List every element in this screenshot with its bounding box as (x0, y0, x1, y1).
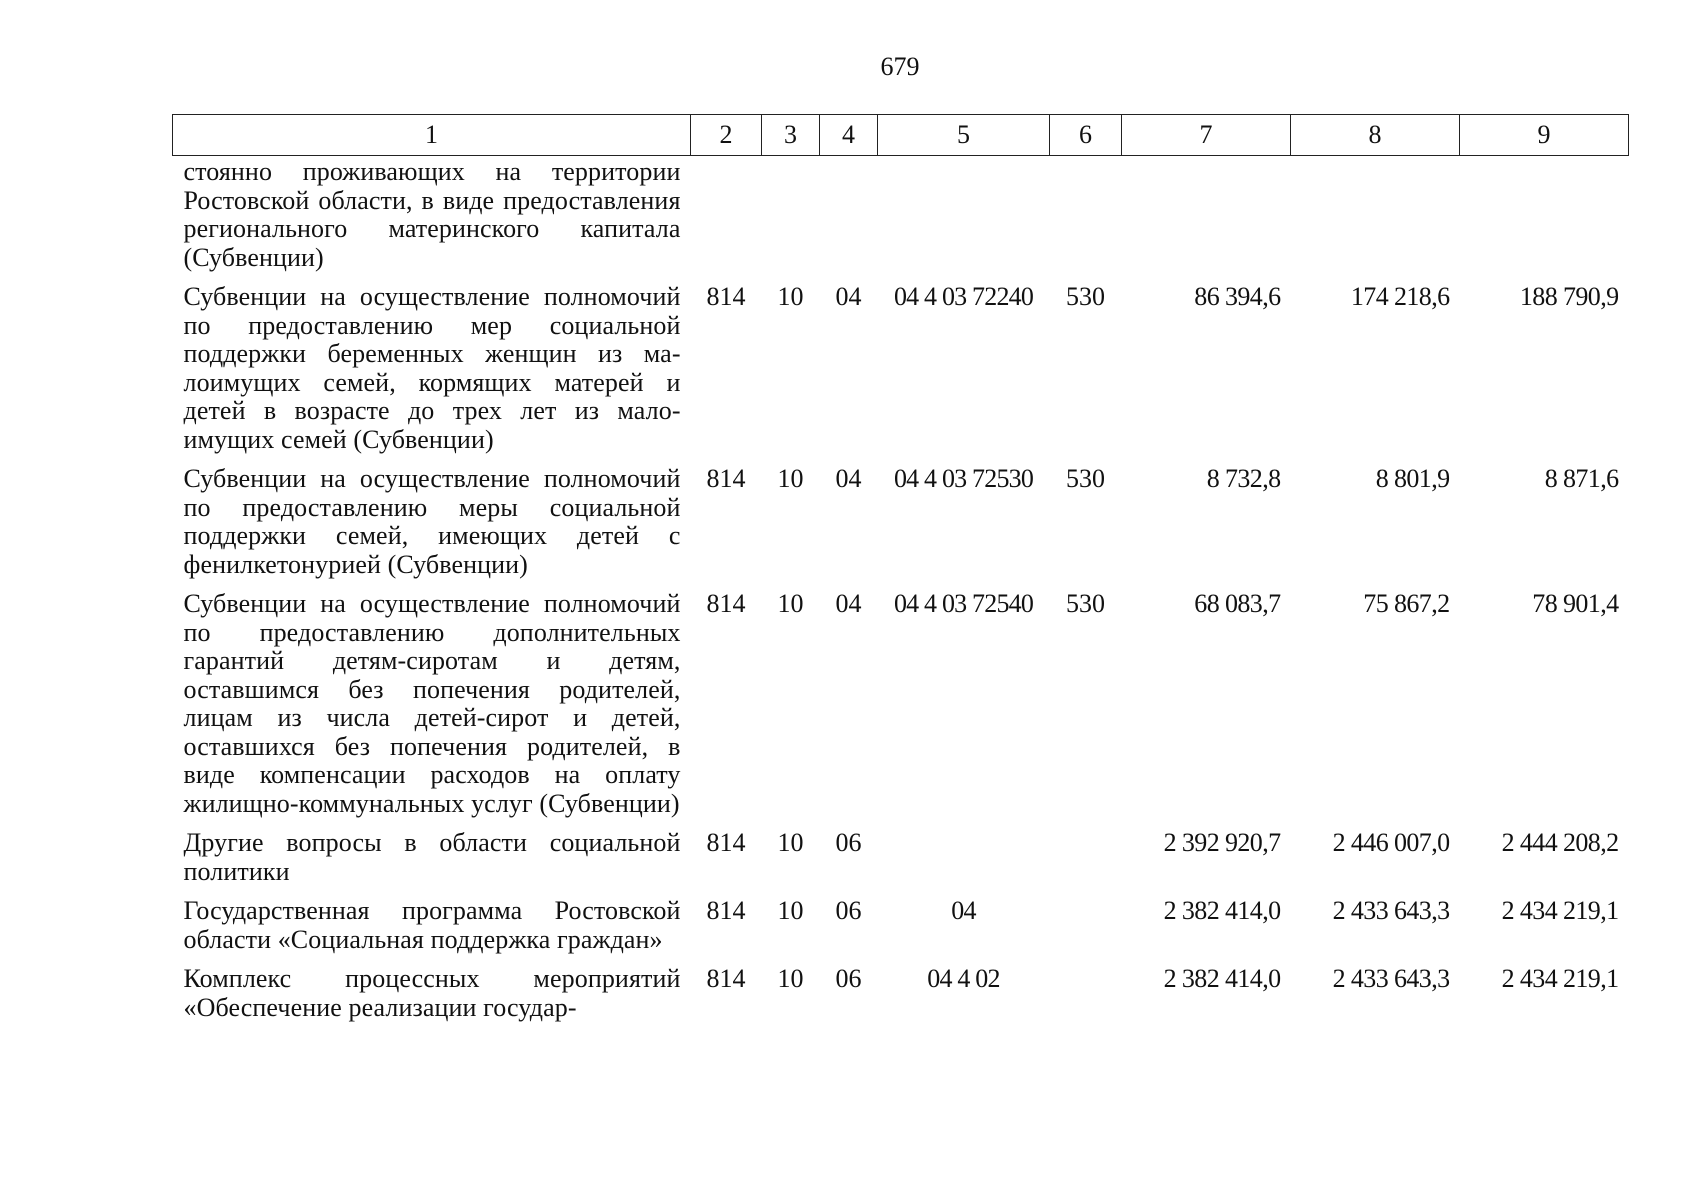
row-ved: 814 (706, 282, 746, 311)
header-row (173, 115, 1629, 156)
row-year2: 8 801,9 (1375, 464, 1450, 493)
header-col-6: 6 (1050, 115, 1122, 156)
header-col-4: 4 (820, 115, 878, 156)
row-year2: 2 446 007,0 (1332, 828, 1450, 857)
row-csr: 04 4 02 (927, 964, 1000, 993)
row-pr: 04 (835, 282, 862, 311)
row-csr (878, 829, 1050, 897)
row-year3: 2 444 208,2 (1501, 828, 1619, 857)
row-ved: 814 (706, 964, 746, 993)
row-vr: 530 (1066, 589, 1105, 618)
row-year1: 2 382 414,0 (1163, 896, 1281, 925)
row-ved: 814 (706, 828, 746, 857)
row-name: Комплекс процессных мероприятий «Обеспечение реализации государ- (183, 964, 681, 1022)
row-year3: 78 901,4 (1532, 589, 1619, 618)
row-name: Субвенции на осуществление полномочий по предоставлению мер социальной поддержки беременных женщин из малоимущих семей, кормящих матерей и детей в возрасте до трех лет из малоимущих семей (Субвенции) (183, 282, 681, 454)
row-vr (1050, 156, 1122, 284)
header-col-7: 7 (1122, 115, 1291, 156)
row-ved: 814 (706, 896, 746, 925)
row-year1: 2 382 414,0 (1163, 964, 1281, 993)
row-year2 (1291, 156, 1460, 284)
row-name: стоянно проживающих на территории Ростовской области, в виде предоставления регионального материнского капитала (Субвенции) (183, 157, 681, 272)
row-rz: 10 (777, 828, 804, 857)
row-csr: 04 (951, 896, 976, 925)
table-row (173, 590, 1629, 829)
row-vr (1050, 897, 1122, 965)
row-csr: 04 4 03 72530 (893, 464, 1034, 493)
row-pr: 06 (835, 828, 862, 857)
row-name: Государственная программа Ростовской области «Социальная поддержка граждан» (183, 896, 681, 954)
table-row (173, 465, 1629, 590)
row-year1: 8 732,8 (1206, 464, 1281, 493)
row-year1: 86 394,6 (1194, 282, 1281, 311)
row-name: Другие вопросы в области социальной политики (183, 828, 681, 886)
row-year3: 2 434 219,1 (1501, 896, 1619, 925)
header-col-5: 5 (878, 115, 1050, 156)
row-year2: 75 867,2 (1363, 589, 1450, 618)
header-col-1: 1 (173, 115, 691, 156)
row-pr: 06 (835, 896, 862, 925)
row-pr: 06 (835, 964, 862, 993)
row-pr: 04 (835, 464, 862, 493)
row-year1: 2 392 920,7 (1163, 828, 1281, 857)
row-ved: 814 (706, 589, 746, 618)
table-body (173, 156, 1629, 1023)
row-vr (1050, 829, 1122, 897)
row-pr: 04 (835, 589, 862, 618)
row-pr (820, 156, 878, 284)
header-col-3: 3 (762, 115, 820, 156)
row-year2: 2 433 643,3 (1332, 964, 1450, 993)
row-rz: 10 (777, 896, 804, 925)
row-rz: 10 (777, 964, 804, 993)
row-year3: 8 871,6 (1544, 464, 1619, 493)
table-row (173, 897, 1629, 965)
row-year3: 188 790,9 (1519, 282, 1619, 311)
table-row (173, 156, 1629, 284)
row-ved: 814 (706, 464, 746, 493)
row-rz: 10 (777, 282, 804, 311)
table-row (173, 829, 1629, 897)
row-csr: 04 4 03 72540 (893, 589, 1034, 618)
row-vr: 530 (1066, 282, 1105, 311)
budget-table (172, 114, 1629, 1022)
row-rz: 10 (777, 464, 804, 493)
row-rz: 10 (777, 589, 804, 618)
row-vr (1050, 965, 1122, 1022)
row-rz (762, 156, 820, 284)
header-col-8: 8 (1291, 115, 1460, 156)
row-csr: 04 4 03 72240 (893, 282, 1034, 311)
table-row (173, 283, 1629, 465)
row-vr: 530 (1066, 464, 1105, 493)
row-year3 (1460, 156, 1629, 284)
header-col-9: 9 (1460, 115, 1629, 156)
row-ved (691, 156, 762, 284)
row-year2: 174 218,6 (1350, 282, 1450, 311)
table-row (173, 965, 1629, 1022)
header-col-2: 2 (691, 115, 762, 156)
row-year1: 68 083,7 (1194, 589, 1281, 618)
page-number: 679 (880, 52, 920, 81)
table-header (173, 115, 1629, 156)
row-year3: 2 434 219,1 (1501, 964, 1619, 993)
row-year1 (1122, 156, 1291, 284)
row-name: Субвенции на осуществление полномочий по предоставлению дополнительных гарантий детям-сиротам и детям, оставшимся без попечения родителей, лицам из числа детей-сирот и детей, оставшихся без попечения родителей, в виде компенсации расходов на оплату жилищно-коммунальных услуг (Субвенции) (183, 589, 681, 818)
row-year2: 2 433 643,3 (1332, 896, 1450, 925)
row-csr (878, 156, 1050, 284)
row-name: Субвенции на осуществление полномочий по предоставлению меры социальной поддержки семей, имеющих детей с фенилкетонурией (Субвенции) (183, 464, 681, 579)
